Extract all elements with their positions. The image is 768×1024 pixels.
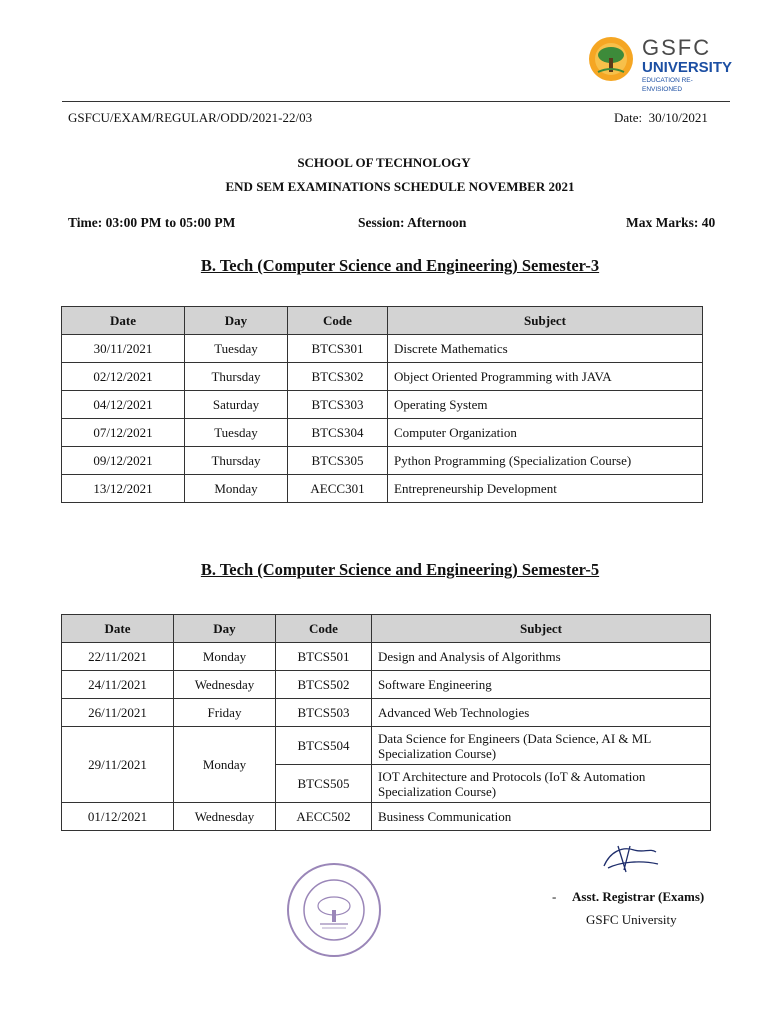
column-header: Day bbox=[185, 307, 288, 335]
date-value: 30/10/2021 bbox=[648, 110, 708, 125]
cell-date: 02/12/2021 bbox=[62, 363, 185, 391]
cell-day: Wednesday bbox=[174, 671, 276, 699]
schedule-title: END SEM EXAMINATIONS SCHEDULE NOVEMBER 2021 bbox=[225, 179, 575, 194]
cell-code: BTCS501 bbox=[276, 643, 372, 671]
column-header: Date bbox=[62, 307, 185, 335]
semester-5-heading: B. Tech (Computer Science and Engineering) Semester-5 bbox=[200, 560, 600, 579]
cell-day: Monday bbox=[174, 727, 276, 803]
table-row bbox=[62, 447, 703, 475]
cell-subject: Advanced Web Technologies bbox=[372, 699, 711, 727]
subject-line: IOT Architecture and Protocols (IoT & Automation bbox=[378, 768, 646, 784]
subject-line: Data Science for Engineers (Data Science, AI & ML bbox=[378, 730, 652, 746]
table-row bbox=[62, 419, 703, 447]
cell-day: Friday bbox=[174, 699, 276, 727]
cell-date: 07/12/2021 bbox=[62, 419, 185, 447]
cell-subject: Discrete Mathematics bbox=[388, 335, 703, 363]
cell-date: 24/11/2021 bbox=[62, 671, 174, 699]
cell-code: BTCS304 bbox=[288, 419, 388, 447]
cell-day: Wednesday bbox=[174, 803, 276, 831]
table-row bbox=[62, 475, 703, 503]
cell-code: BTCS303 bbox=[288, 391, 388, 419]
cell-date: 22/11/2021 bbox=[62, 643, 174, 671]
table-row bbox=[62, 363, 703, 391]
cell-date: 26/11/2021 bbox=[62, 699, 174, 727]
signatory-title: Asst. Registrar (Exams) bbox=[572, 889, 705, 904]
cell-code: BTCS301 bbox=[288, 335, 388, 363]
subject-line: Specialization Course) bbox=[378, 783, 497, 799]
cell-date: 30/11/2021 bbox=[62, 335, 185, 363]
semester-3-table bbox=[61, 306, 703, 503]
signature-dash: - bbox=[552, 889, 557, 904]
cell-day: Thursday bbox=[185, 363, 288, 391]
signatory-organization: GSFC University bbox=[586, 912, 677, 927]
column-header: Code bbox=[276, 615, 372, 643]
semester-5-table bbox=[61, 614, 711, 831]
header-divider bbox=[62, 101, 730, 102]
semester-3-heading: B. Tech (Computer Science and Engineering) Semester-3 bbox=[200, 256, 600, 275]
university-seal-stamp bbox=[284, 858, 384, 962]
cell-day: Tuesday bbox=[185, 335, 288, 363]
cell-day: Monday bbox=[185, 475, 288, 503]
cell-subject: Entrepreneurship Development bbox=[388, 475, 703, 503]
exam-time: Time: 03:00 PM to 05:00 PM bbox=[68, 215, 236, 230]
cell-subject: Operating System bbox=[388, 391, 703, 419]
school-title: SCHOOL OF TECHNOLOGY bbox=[297, 155, 471, 170]
table-row bbox=[62, 803, 711, 831]
exam-session: Session: Afternoon bbox=[358, 215, 467, 230]
column-header: Subject bbox=[372, 615, 711, 643]
max-marks: Max Marks: 40 bbox=[626, 215, 716, 230]
table-header-row bbox=[62, 307, 703, 335]
reference-number: GSFCU/EXAM/REGULAR/ODD/2021-22/03 bbox=[68, 110, 313, 125]
logo-tagline: EDUCATION RE-ENVISIONED bbox=[642, 77, 693, 93]
column-header: Date bbox=[62, 615, 174, 643]
logo-university-text: UNIVERSITY bbox=[642, 59, 733, 76]
cell-subject: Design and Analysis of Algorithms bbox=[372, 643, 711, 671]
cell-subject: Software Engineering bbox=[372, 671, 711, 699]
cell-code: BTCS503 bbox=[276, 699, 372, 727]
cell-day: Tuesday bbox=[185, 419, 288, 447]
cell-subject: Python Programming (Specialization Course) bbox=[388, 447, 703, 475]
column-header: Day bbox=[174, 615, 276, 643]
table-header-row bbox=[62, 615, 711, 643]
cell-code: BTCS302 bbox=[288, 363, 388, 391]
cell-code: AECC502 bbox=[276, 803, 372, 831]
cell-day: Monday bbox=[174, 643, 276, 671]
table-row bbox=[62, 671, 711, 699]
table-row bbox=[62, 727, 711, 765]
issue-date bbox=[614, 110, 708, 126]
cell-date: 01/12/2021 bbox=[62, 803, 174, 831]
table-row bbox=[62, 391, 703, 419]
table-row bbox=[62, 699, 711, 727]
logo-gsfc-text: GSFC bbox=[642, 35, 712, 60]
university-logo bbox=[588, 35, 733, 98]
subject-line: Specialization Course) bbox=[378, 745, 497, 761]
cell-subject bbox=[372, 765, 711, 803]
column-header: Code bbox=[288, 307, 388, 335]
table-row bbox=[62, 643, 711, 671]
column-header: Subject bbox=[388, 307, 703, 335]
cell-day: Saturday bbox=[185, 391, 288, 419]
cell-subject: Object Oriented Programming with JAVA bbox=[388, 363, 703, 391]
cell-date: 09/12/2021 bbox=[62, 447, 185, 475]
date-label: Date: bbox=[614, 110, 643, 125]
cell-code: BTCS505 bbox=[276, 765, 372, 803]
tree-emblem-icon bbox=[588, 36, 634, 82]
cell-code: BTCS305 bbox=[288, 447, 388, 475]
signature-mark bbox=[600, 842, 660, 876]
cell-date: 04/12/2021 bbox=[62, 391, 185, 419]
cell-day: Thursday bbox=[185, 447, 288, 475]
cell-subject: Computer Organization bbox=[388, 419, 703, 447]
cell-subject: Business Communication bbox=[372, 803, 711, 831]
cell-code: BTCS504 bbox=[276, 727, 372, 765]
cell-date: 13/12/2021 bbox=[62, 475, 185, 503]
cell-subject bbox=[372, 727, 711, 765]
table-row bbox=[62, 335, 703, 363]
cell-code: BTCS502 bbox=[276, 671, 372, 699]
cell-date: 29/11/2021 bbox=[62, 727, 174, 803]
cell-code: AECC301 bbox=[288, 475, 388, 503]
